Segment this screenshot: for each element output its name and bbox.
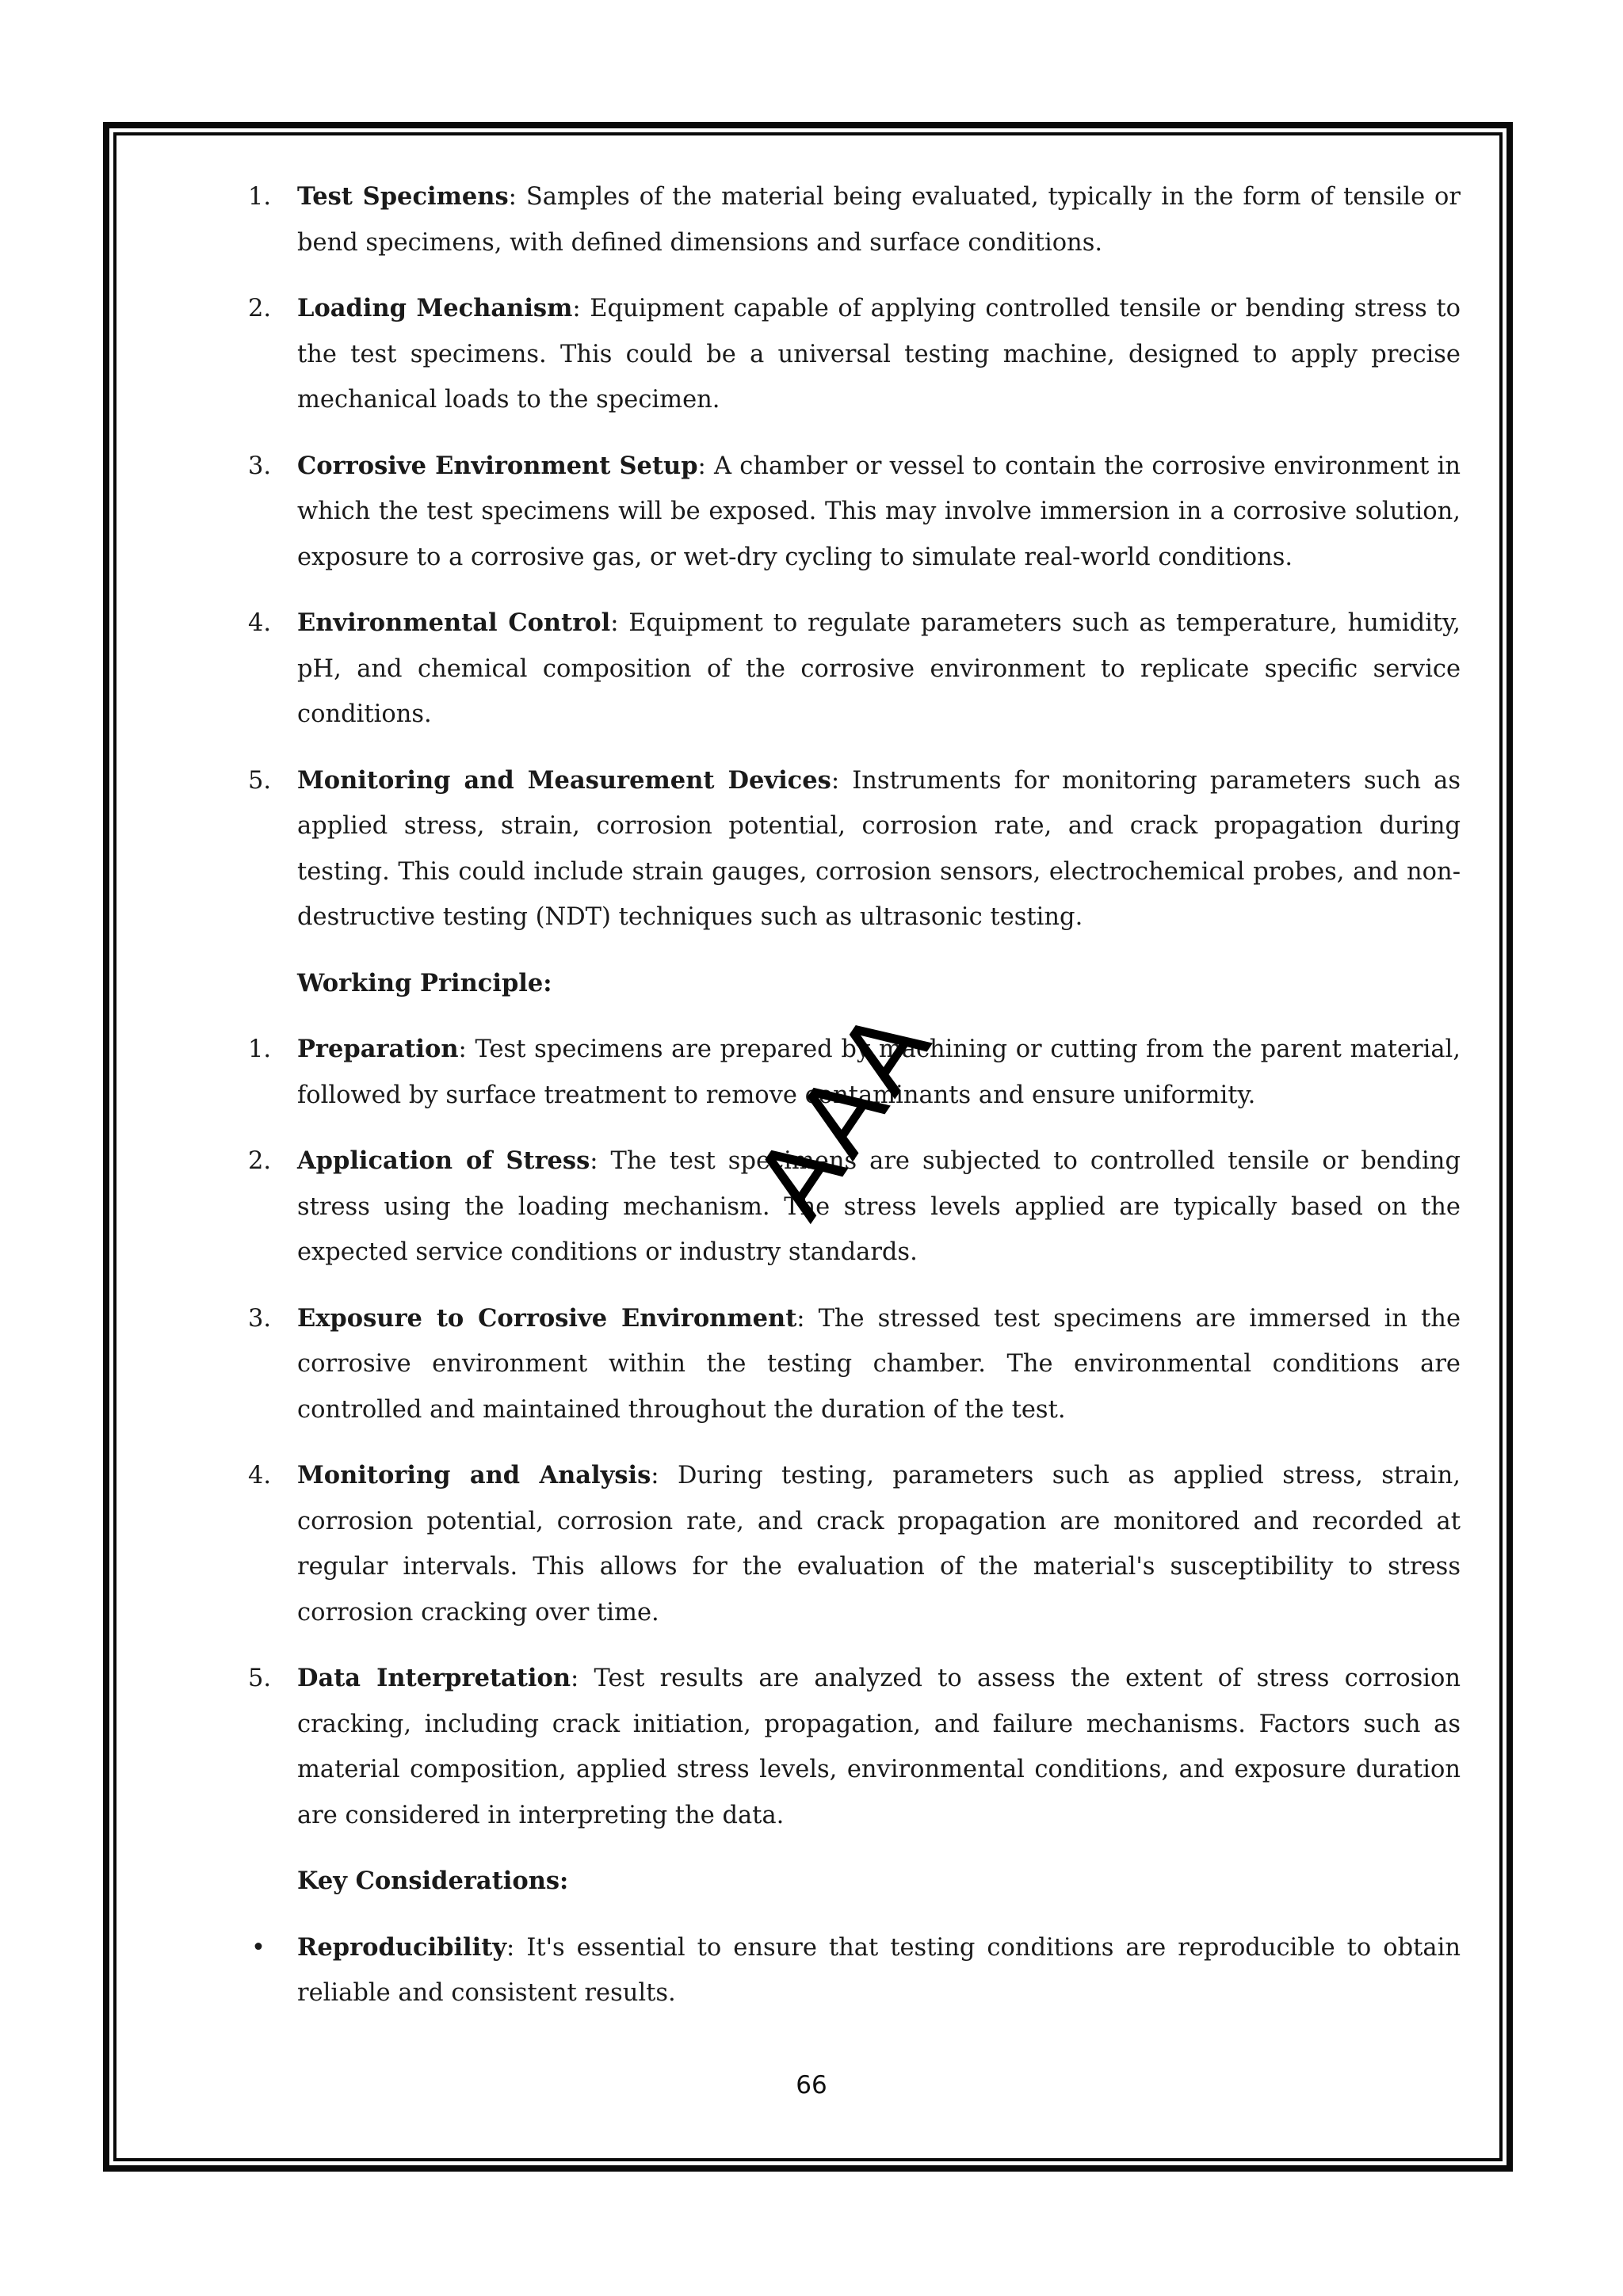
key-considerations-list xyxy=(251,1925,1461,2016)
item-separator: : xyxy=(651,1462,678,1489)
item-separator: : xyxy=(572,295,590,322)
item-text: Test results are analyzed to assess the extent of stress corrosion cracking, including crack initiation, propagation, and failure mechanisms. Factors such as material composition, applied stress levels, environmental conditions, and exposure duration are considered in interpreting the data. xyxy=(297,1665,1461,1829)
item-text: Equipment to regulate parameters such as temperature, humidity, pH, and chemical composition of the corrosive environment to replicate specific service conditions. xyxy=(297,609,1461,728)
components-list xyxy=(248,174,1461,940)
item-text: The test specimens are subjected to controlled tensile or bending stress using the loading mechanism. The stress levels applied are typically based on the expected service conditions or industry standards. xyxy=(297,1147,1461,1266)
list-number: 5. xyxy=(248,766,272,795)
list-number: 4. xyxy=(248,609,272,637)
item-separator: : xyxy=(458,1035,475,1063)
list-number: 3. xyxy=(248,452,272,480)
list-item xyxy=(248,1656,1461,1838)
page-number: 66 xyxy=(796,2071,827,2100)
bullet-icon: • xyxy=(251,1933,265,1962)
item-separator: : xyxy=(506,1933,527,1962)
list-item xyxy=(248,286,1461,423)
item-term: Monitoring and Analysis xyxy=(297,1461,651,1489)
item-term: Monitoring and Measurement Devices xyxy=(297,765,831,795)
item-term: Environmental Control xyxy=(297,608,611,637)
item-term: Exposure to Corrosive Environment xyxy=(297,1303,797,1333)
list-number: 2. xyxy=(248,1147,272,1175)
item-term: Reproducibility xyxy=(297,1932,507,1962)
list-number: 5. xyxy=(248,1665,272,1692)
list-number: 1. xyxy=(248,183,272,211)
list-number: 3. xyxy=(248,1304,272,1333)
list-item xyxy=(251,1925,1461,2016)
item-text: A chamber or vessel to contain the corrosive environment in which the test specimens will be exposed. This may involve immersion in a corrosive solution, exposure to a corrosive gas, or wet-dry cycling to simulate real-world conditions. xyxy=(297,452,1461,571)
item-term: Application of Stress xyxy=(297,1146,590,1175)
item-text: Equipment capable of applying controlled tensile or bending stress to the test specimens. This could be a universal testing machine, designed to apply precise mechanical loads to the specimen. xyxy=(297,295,1461,414)
working-principle-heading: Working Principle: xyxy=(297,968,552,997)
item-text: Test specimens are prepared by machining or cutting from the parent material, followed by surface treatment to remove contaminants and ensure uniformity. xyxy=(297,1035,1461,1109)
list-item xyxy=(248,174,1461,265)
watermark: AAA xyxy=(732,987,956,1239)
item-term: Test Specimens xyxy=(297,182,509,211)
item-term: Corrosive Environment Setup xyxy=(297,451,698,480)
item-text: Samples of the material being evaluated, typically in the form of tensile or bend specimens, with defined dimensions and surface conditions. xyxy=(297,183,1461,257)
list-item xyxy=(248,601,1461,738)
item-term: Preparation xyxy=(297,1035,459,1063)
list-item xyxy=(248,444,1461,581)
list-number: 4. xyxy=(248,1462,272,1489)
item-separator: : xyxy=(610,609,629,637)
list-number: 1. xyxy=(248,1035,272,1063)
item-text: During testing, parameters such as applied stress, strain, corrosion potential, corrosion rate, and crack propagation are monitored and recorded at regular intervals. This allows for the evaluation of the material's susceptibility to stress corrosion cracking over time. xyxy=(297,1462,1461,1627)
item-separator: : xyxy=(796,1304,819,1333)
list-item xyxy=(248,758,1461,940)
list-number: 2. xyxy=(248,295,272,322)
item-text: Instruments for monitoring parameters such as applied stress, strain, corrosion potential, corrosion rate, and crack propagation during testing. This could include strain gauges, corrosion sensors, electrochemical probes, and non-destructive testing (NDT) techniques such as ultrasonic testing. xyxy=(297,766,1461,931)
item-separator: : xyxy=(571,1665,594,1692)
item-text: It's essential to ensure that testing conditions are reproducible to obtain reliable and consistent results. xyxy=(297,1933,1461,2007)
item-separator: : xyxy=(508,183,526,211)
item-separator: : xyxy=(590,1147,611,1175)
item-term: Data Interpretation xyxy=(297,1664,571,1692)
item-text: The stressed test specimens are immersed in the corrosive environment within the testing chamber. The environmental conditions are controlled and maintained throughout the duration of the test. xyxy=(297,1304,1461,1424)
item-term: Loading Mechanism xyxy=(297,294,573,322)
item-separator: : xyxy=(697,452,715,480)
item-separator: : xyxy=(831,766,853,795)
key-considerations-heading: Key Considerations: xyxy=(297,1867,569,1895)
list-item xyxy=(248,1296,1461,1433)
list-item xyxy=(248,1453,1461,1635)
